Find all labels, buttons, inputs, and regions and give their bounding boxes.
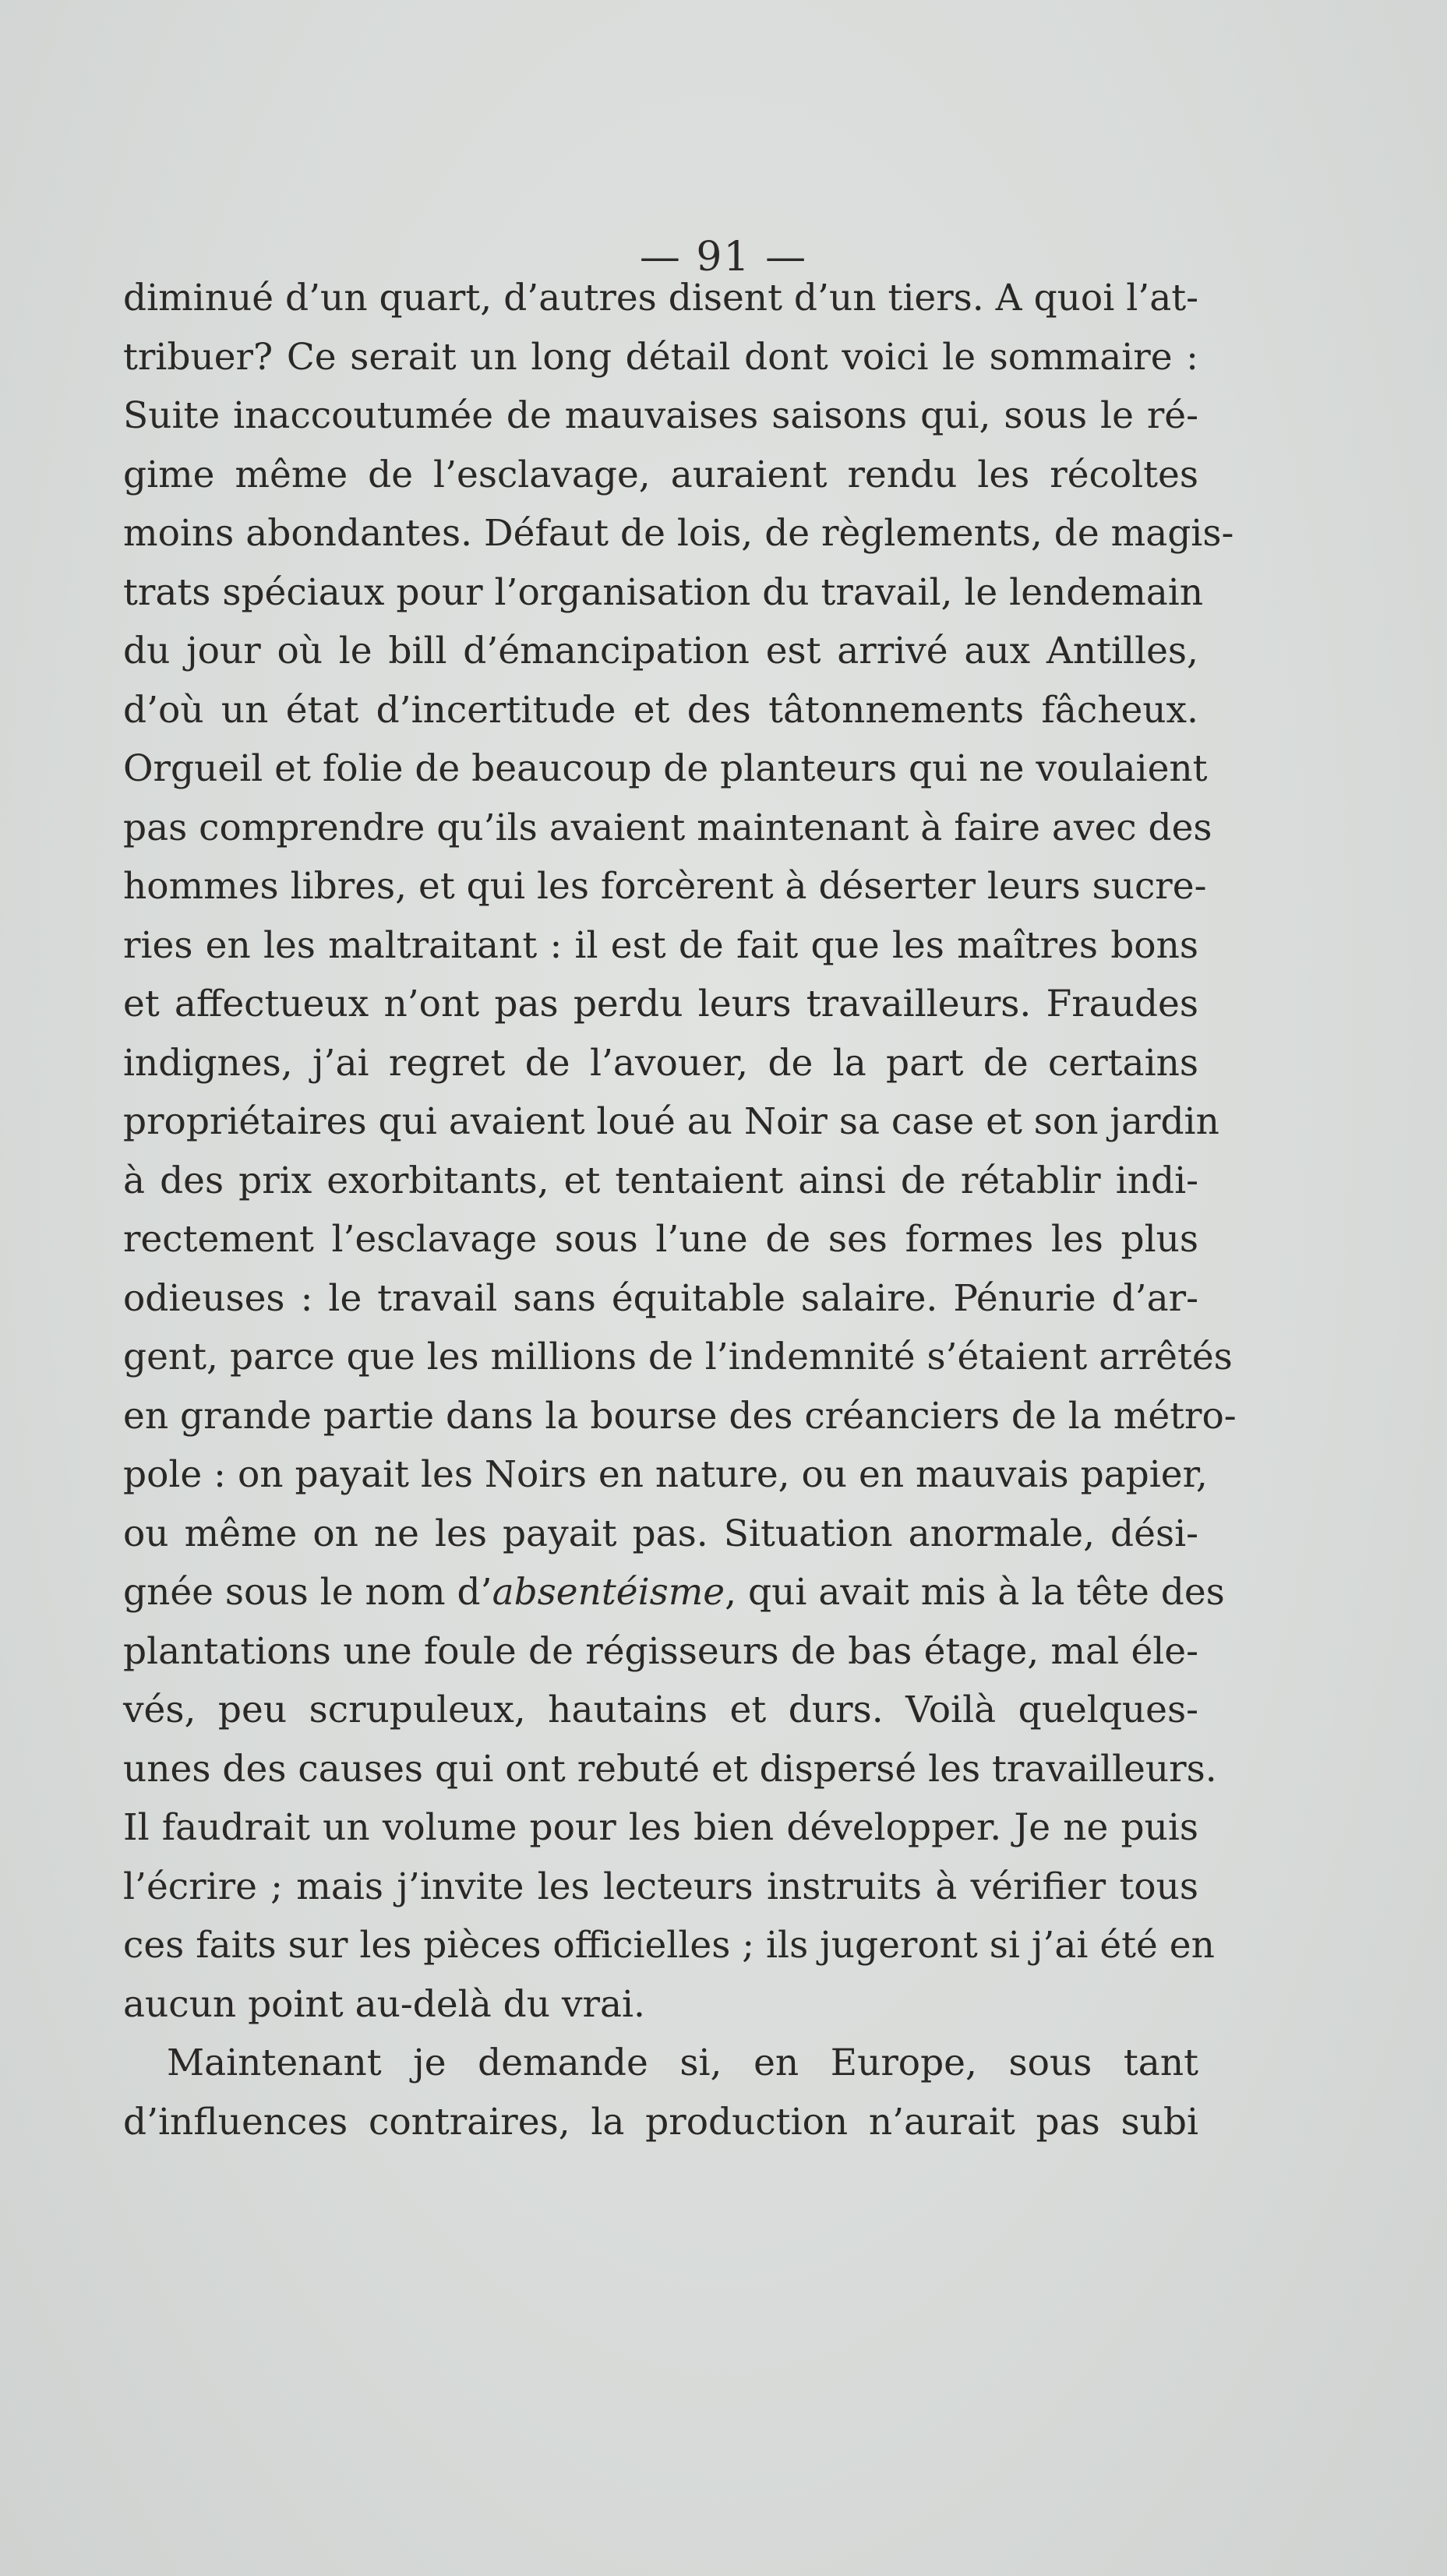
text-line: diminué d’un quart, d’autres disent d’un tiers. A quoi l’at- xyxy=(123,277,1198,319)
page-number: — 91 — xyxy=(639,234,808,281)
text-line: vés, peu scrupuleux, hautains et durs. Voilà quelques- xyxy=(123,1689,1198,1731)
text-line: indignes, j’ai regret de l’avouer, de la part de certains xyxy=(123,1041,1198,1085)
text-line: Il faudrait un volume pour les bien développer. Je ne puis xyxy=(123,1806,1198,1849)
text-line: gent, parce que les millions de l’indemnité s’étaient arrêtés xyxy=(123,1336,1233,1378)
text-line: moins abondantes. Défaut de lois, de règlements, de magis- xyxy=(123,512,1234,555)
text-line: gime même de l’esclavage, auraient rendu les récoltes xyxy=(123,453,1198,496)
text-line: Orgueil et folie de beaucoup de planteurs qui ne voulaient xyxy=(123,747,1208,790)
text-fragment: gnée sous le nom d’ xyxy=(123,1571,492,1614)
text-line: d’influences contraires, la production n’aurait pas subi xyxy=(123,2100,1198,2144)
text-line: plantations une foule de régisseurs de bas étage, mal éle- xyxy=(123,1629,1198,1673)
text-line: unes des causes qui ont rebuté et dispersé les travailleurs. xyxy=(123,1747,1217,1791)
text-line: ou même on ne les payait pas. Situation anormale, dési- xyxy=(123,1512,1198,1555)
text-line: aucun point au-delà du vrai. xyxy=(123,1982,645,2026)
text-line: et affectueux n’ont pas perdu leurs travailleurs. Fraudes xyxy=(123,983,1198,1025)
body-text xyxy=(123,269,1237,2151)
text-line: Suite inaccoutumée de mauvaises saisons qui, sous le ré- xyxy=(123,394,1198,437)
text-line: trats spéciaux pour l’organisation du travail, le lendemain xyxy=(123,570,1204,614)
text-line: odieuses : le travail sans équitable salaire. Pénurie d’ar- xyxy=(123,1276,1198,1320)
text-line: rectement l’esclavage sous l’une de ses formes les plus xyxy=(123,1218,1198,1261)
text-line: ries en les maltraitant : il est de fait que les maîtres bons xyxy=(123,923,1198,967)
text-line: à des prix exorbitants, et tentaient ainsi de rétablir indi- xyxy=(123,1159,1198,1202)
text-line: pole : on payait les Noirs en nature, ou en mauvais papier, xyxy=(123,1453,1208,1496)
text-line: propriétaires qui avaient loué au Noir sa case et son jardin xyxy=(123,1100,1219,1143)
text-line: l’écrire ; mais j’invite les lecteurs instruits à vérifier tous xyxy=(123,1865,1198,1908)
text-line: d’où un état d’incertitude et des tâtonnements fâcheux. xyxy=(123,688,1198,732)
text-line: ces faits sur les pièces officielles ; ils jugeront si j’ai été en xyxy=(123,1924,1215,1967)
text-line: hommes libres, et qui les forcèrent à déserter leurs sucre- xyxy=(123,865,1207,908)
text-line: en grande partie dans la bourse des créanciers de la métro- xyxy=(123,1394,1237,1438)
text-line: du jour où le bill d’émancipation est arrivé aux Antilles, xyxy=(123,630,1198,672)
text-fragment: , qui avait mis à la tête des xyxy=(725,1571,1225,1614)
text-line: Maintenant je demande si, en Europe, sous tant xyxy=(167,2041,1198,2084)
text-line-italic xyxy=(123,1563,1225,1622)
text-line: tribuer? Ce serait un long détail dont voici le sommaire : xyxy=(123,335,1198,379)
text-line: pas comprendre qu’ils avaient maintenant à faire avec des xyxy=(123,806,1212,849)
italic-term: absentéisme xyxy=(492,1571,725,1614)
